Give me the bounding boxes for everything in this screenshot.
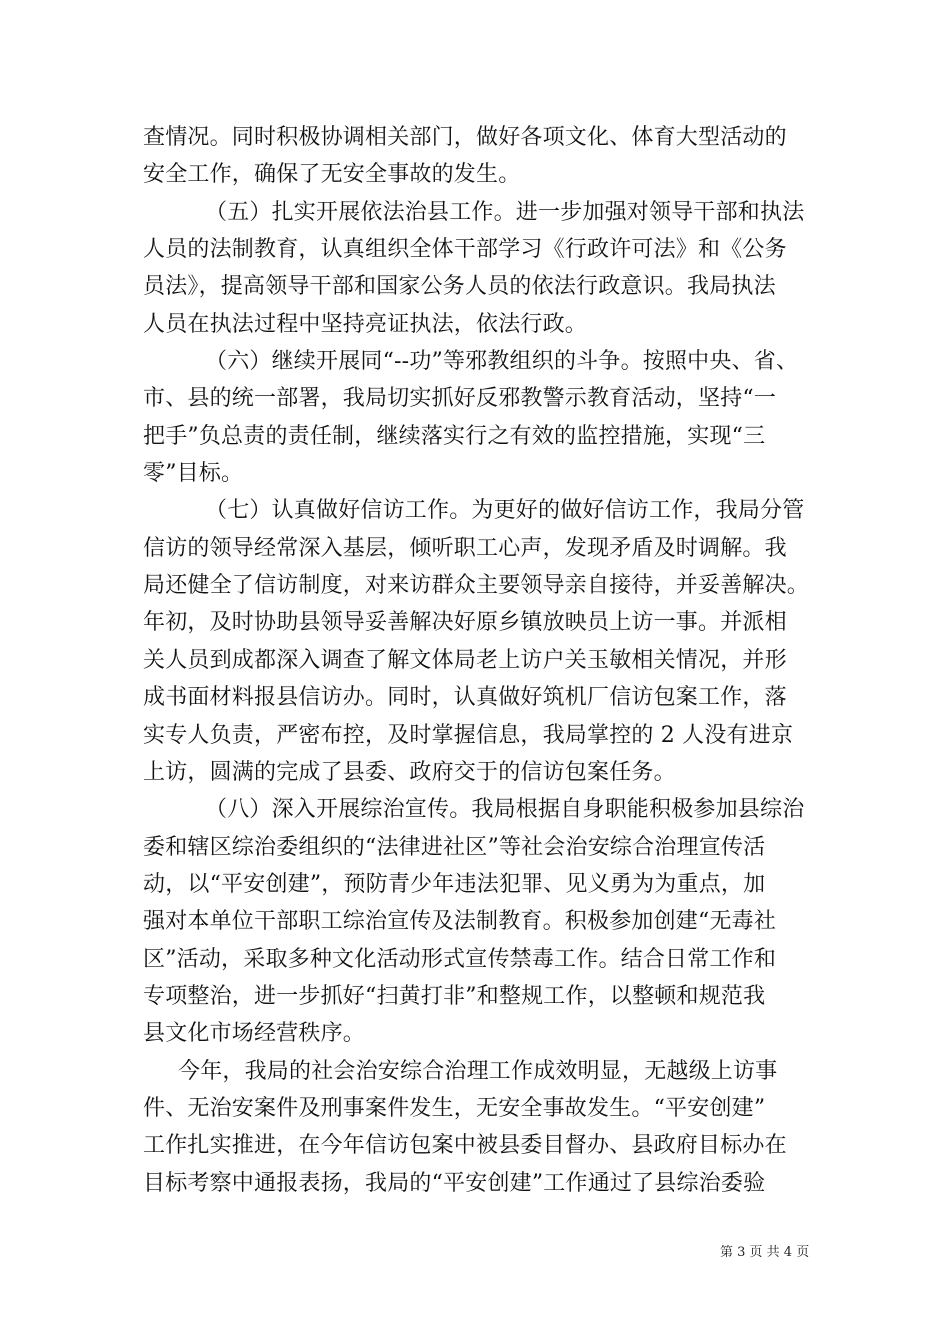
text-line: 委和辖区综治委组织的“法律进社区”等社会治安综合治理宣传活 [143, 834, 766, 860]
section-five-heading-line: （五）扎实开展依法治县工作。进一步加强对领导干部和执法 [205, 199, 805, 225]
text-line: 件、无治安案件及刑事案件发生，无安全事故发生。“平安创建” [143, 1095, 766, 1121]
text-line: 工作扎实推进，在今年信访包案中被县委目督办、县政府目标办在 [143, 1133, 787, 1159]
text-line: 区”活动，采取多种文化活动形式宣传禁毒工作。结合日常工作和 [143, 946, 777, 972]
text-line: 把手”负总责的责任制，继续落实行之有效的监控措施，实现“三 [143, 423, 766, 449]
section-seven-heading-line: （七）认真做好信访工作。为更好的做好信访工作，我局分管 [205, 498, 805, 524]
text-line: 专项整治，进一步抓好“扫黄打非”和整规工作，以整顿和规范我 [143, 983, 766, 1009]
text-line: 上访，圆满的完成了县委、政府交于的信访包案任务。 [143, 759, 676, 785]
text-line: 成书面材料报县信访办。同时，认真做好筑机厂信访包案工作，落 [143, 685, 787, 711]
summary-paragraph-first-line: 今年，我局的社会治安综合治理工作成效明显，无越级上访事 [178, 1058, 778, 1084]
text-line: 信访的领导经常深入基层，倾听职工心声，发现矛盾及时调解。我 [143, 535, 787, 561]
text-line: 年初，及时协助县领导妥善解决好原乡镇放映员上访一事。并派相 [143, 610, 787, 636]
text-line: 员法》，提高领导干部和国家公务人员的依法行政意识。我局执法 [143, 274, 776, 300]
text-line: 人员在执法过程中坚持亮证执法，依法行政。 [143, 311, 588, 337]
text-line: 县文化市场经营秩序。 [143, 1021, 366, 1047]
section-six-heading-line: （六）继续开展同“--功”等邪教组织的斗争。按照中央、省、 [205, 349, 799, 375]
text-line: 动，以“平安创建”，预防青少年违法犯罪、见义勇为为重点，加 [143, 871, 766, 897]
text-line: 市、县的统一部署，我局切实抓好反邪教警示教育活动，坚持“一 [143, 386, 777, 412]
section-eight-heading-line: （八）深入开展综治宣传。我局根据自身职能积极参加县综治 [205, 797, 805, 823]
text-line: 关人员到成都深入调查了解文体局老上访户关玉敏相关情况，并形 [143, 647, 787, 673]
text-line: 安全工作，确保了无安全事故的发生。 [143, 162, 521, 188]
text-line: 查情况。同时积极协调相关部门，做好各项文化、体育大型活动的 [143, 125, 787, 150]
text-line: 局还健全了信访制度，对来访群众主要领导亲自接待，并妥善解决。 [143, 573, 810, 599]
page-number-footer: 第 3 页 共 4 页 [720, 1245, 810, 1260]
document-body [143, 119, 808, 1202]
text-line: 人员的法制教育，认真组织全体干部学习《行政许可法》和《公务 [143, 237, 787, 263]
text-line: 目标考察中通报表扬，我局的“平安创建”工作通过了县综治委验 [143, 1170, 766, 1196]
text-line: 强对本单位干部职工综治宣传及法制教育。积极参加创建“无毒社 [143, 909, 777, 935]
text-line: 实专人负责，严密布控，及时掌握信息，我局掌控的 2 人没有进京 [143, 722, 794, 748]
text-line: 零”目标。 [143, 461, 244, 487]
